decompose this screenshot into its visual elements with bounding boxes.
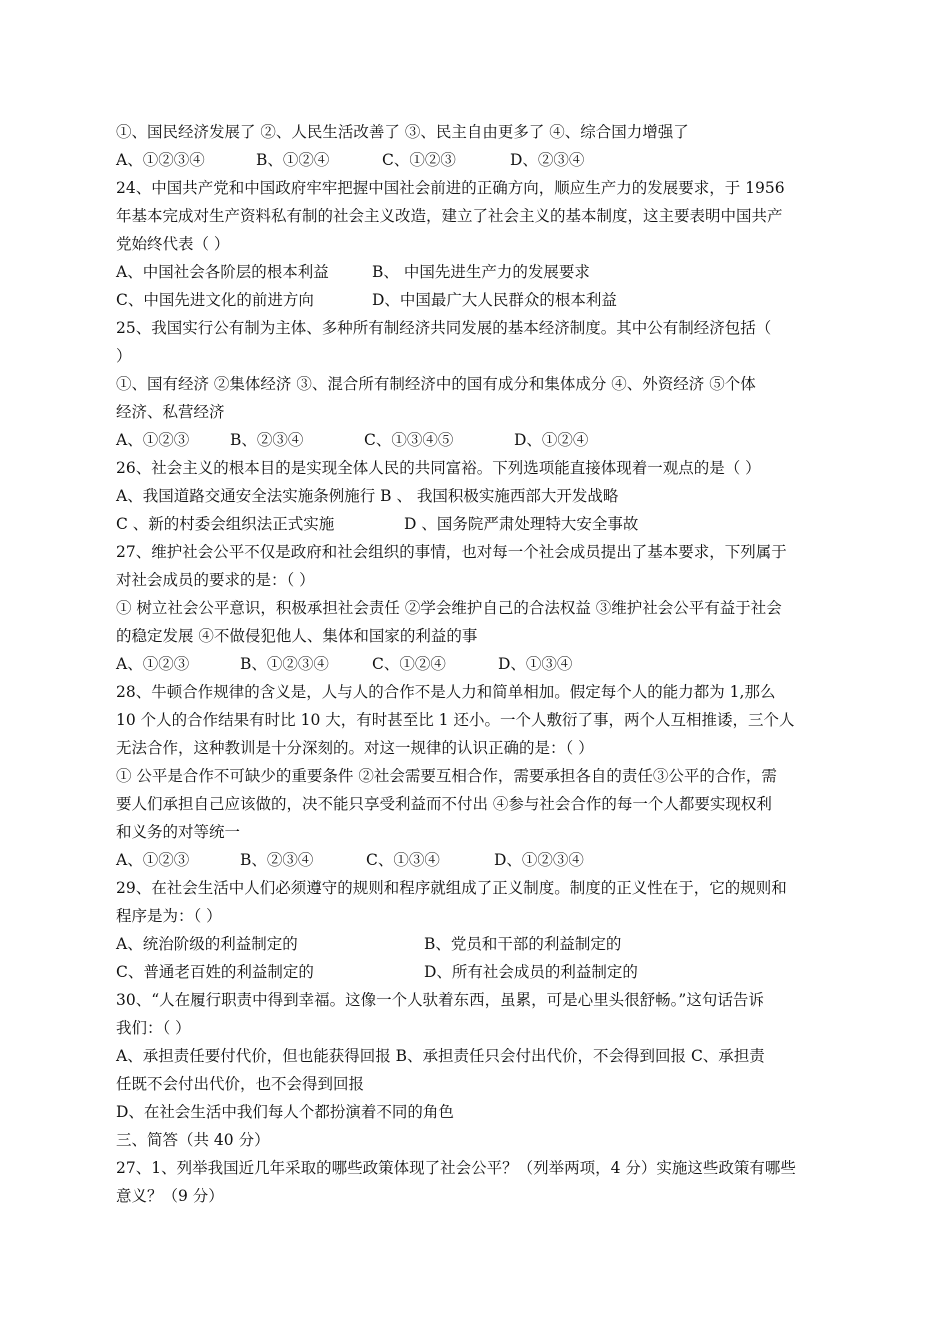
q29-options bbox=[116, 958, 838, 986]
option-c: C、①②④ bbox=[372, 655, 446, 673]
option-a: A、中国社会各阶层的根本利益 bbox=[116, 263, 329, 281]
q28-statements: 要人们承担自己应该做的，决不能只享受利益而不付出 ④参与社会合作的每一个人都要实现权利 bbox=[116, 795, 772, 813]
option-d: D、①③④ bbox=[498, 655, 573, 673]
q26-options bbox=[116, 482, 838, 510]
option-b: B、②③④ bbox=[230, 431, 304, 449]
option-c: C、中国先进文化的前进方向 bbox=[116, 291, 314, 309]
question-list bbox=[116, 118, 838, 1210]
q27-stem: 对社会成员的要求的是：（ ） bbox=[116, 571, 315, 589]
option-b: B、②③④ bbox=[240, 851, 314, 869]
option-c: C、①②③ bbox=[382, 151, 456, 169]
short-answer-question: 27、1、列举我国近几年采取的哪些政策体现了社会公平？（列举两项，4 分）实施这些政策有哪些 bbox=[116, 1159, 796, 1177]
q24-stem: 党始终代表（ ） bbox=[116, 235, 230, 253]
option-d: D、所有社会成员的利益制定的 bbox=[424, 963, 638, 981]
q24-options bbox=[116, 286, 838, 314]
q30-stem: 我们：（ ） bbox=[116, 1019, 191, 1037]
q27-statements: 的稳定发展 ④不做侵犯他人、集体和国家的利益的事 bbox=[116, 627, 478, 645]
q30-options: 任既不会付出代价，也不会得到回报 bbox=[116, 1075, 365, 1093]
option-a: A、①②③ bbox=[116, 431, 190, 449]
option-c: C 、新的村委会组织法正式实施 bbox=[116, 515, 335, 533]
q25-stem: 25、我国实行公有制为主体、多种所有制经济共同发展的基本经济制度。其中公有制经济包括（ bbox=[116, 319, 772, 337]
q28-options bbox=[116, 846, 838, 874]
q29-stem: 程序是为：（ ） bbox=[116, 907, 222, 925]
option-b: B、党员和干部的利益制定的 bbox=[424, 935, 622, 953]
q30-options: A、承担责任要付代价，但也能获得回报 B、承担责任只会付出代价，不会得到回报 C、承担责 bbox=[116, 1047, 765, 1065]
q26-options bbox=[116, 510, 838, 538]
q23-statements: ①、国民经济发展了 ②、人民生活改善了 ③、民主自由更多了 ④、综合国力增强了 bbox=[116, 123, 689, 141]
option-d: D、②③④ bbox=[510, 151, 585, 169]
option-a: A、①②③ bbox=[116, 851, 190, 869]
q28-stem: 无法合作，这种教训是十分深刻的。对这一规律的认识正确的是：（ ） bbox=[116, 739, 594, 757]
option-d: D、①②③④ bbox=[494, 851, 584, 869]
q28-statements: 和义务的对等统一 bbox=[116, 823, 241, 841]
option-a-b: A、我国道路交通安全法实施条例施行 B 、 我国积极实施西部大开发战略 bbox=[116, 487, 619, 505]
q30-stem: 30、“人在履行职责中得到幸福。这像一个人驮着东西，虽累，可是心里头很舒畅。”这句话告诉 bbox=[116, 991, 764, 1009]
q25-statements: ①、国有经济 ②集体经济 ③、混合所有制经济中的国有成分和集体成分 ④、外资经济 ⑤个体 bbox=[116, 375, 756, 393]
q26-stem: 26、社会主义的根本目的是实现全体人民的共同富裕。下列选项能直接体现着一观点的是（ ） bbox=[116, 459, 761, 477]
option-b: B、①②④ bbox=[256, 151, 330, 169]
q25-stem: ） bbox=[116, 347, 132, 365]
q27-options bbox=[116, 650, 838, 678]
q30-options: D、在社会生活中我们每人个都扮演着不同的角色 bbox=[116, 1103, 454, 1121]
short-answer-question: 意义？（9 分） bbox=[116, 1187, 224, 1205]
q28-statements: ① 公平是合作不可缺少的重要条件 ②社会需要互相合作，需要承担各自的责任③公平的合作，需 bbox=[116, 767, 777, 785]
section-heading: 三、简答（共 40 分） bbox=[116, 1131, 270, 1149]
q24-stem: 24、中国共产党和中国政府牢牢把握中国社会前进的正确方向，顺应生产力的发展要求，于 1956 bbox=[116, 179, 785, 197]
q28-stem: 10 个人的合作结果有时比 10 大，有时甚至比 1 还小。一个人敷衍了事，两个人互相推诿，三个人 bbox=[116, 711, 795, 729]
q24-stem: 年基本完成对生产资料私有制的社会主义改造，建立了社会主义的基本制度，这主要表明中国共产 bbox=[116, 207, 783, 225]
option-b: B、 中国先进生产力的发展要求 bbox=[372, 263, 590, 281]
option-c: C、普通老百姓的利益制定的 bbox=[116, 963, 314, 981]
option-b: B、①②③④ bbox=[240, 655, 329, 673]
option-d: D、中国最广大人民群众的根本利益 bbox=[372, 291, 617, 309]
q28-stem: 28、牛顿合作规律的含义是，人与人的合作不是人力和简单相加。假定每个人的能力都为 1,那么 bbox=[116, 683, 776, 701]
option-a: A、①②③④ bbox=[116, 151, 205, 169]
q27-statements: ① 树立社会公平意识，积极承担社会责任 ②学会维护自己的合法权益 ③维护社会公平有益于社会 bbox=[116, 599, 782, 617]
q25-options bbox=[116, 426, 838, 454]
q24-options bbox=[116, 258, 838, 286]
option-c: C、①③④ bbox=[366, 851, 440, 869]
q27-stem: 27、维护社会公平不仅是政府和社会组织的事情，也对每一个社会成员提出了基本要求，下列属于 bbox=[116, 543, 787, 561]
q25-statements: 经济、私营经济 bbox=[116, 403, 225, 421]
q23-options bbox=[116, 146, 838, 174]
option-a: A、统治阶级的利益制定的 bbox=[116, 935, 298, 953]
option-d: D、①②④ bbox=[514, 431, 589, 449]
option-c: C、①③④⑤ bbox=[364, 431, 454, 449]
option-d: D 、国务院严肃处理特大安全事故 bbox=[404, 515, 639, 533]
q29-options bbox=[116, 930, 838, 958]
option-a: A、①②③ bbox=[116, 655, 190, 673]
q29-stem: 29、在社会生活中人们必须遵守的规则和程序就组成了正义制度。制度的正义性在于，它的规则和 bbox=[116, 879, 787, 897]
